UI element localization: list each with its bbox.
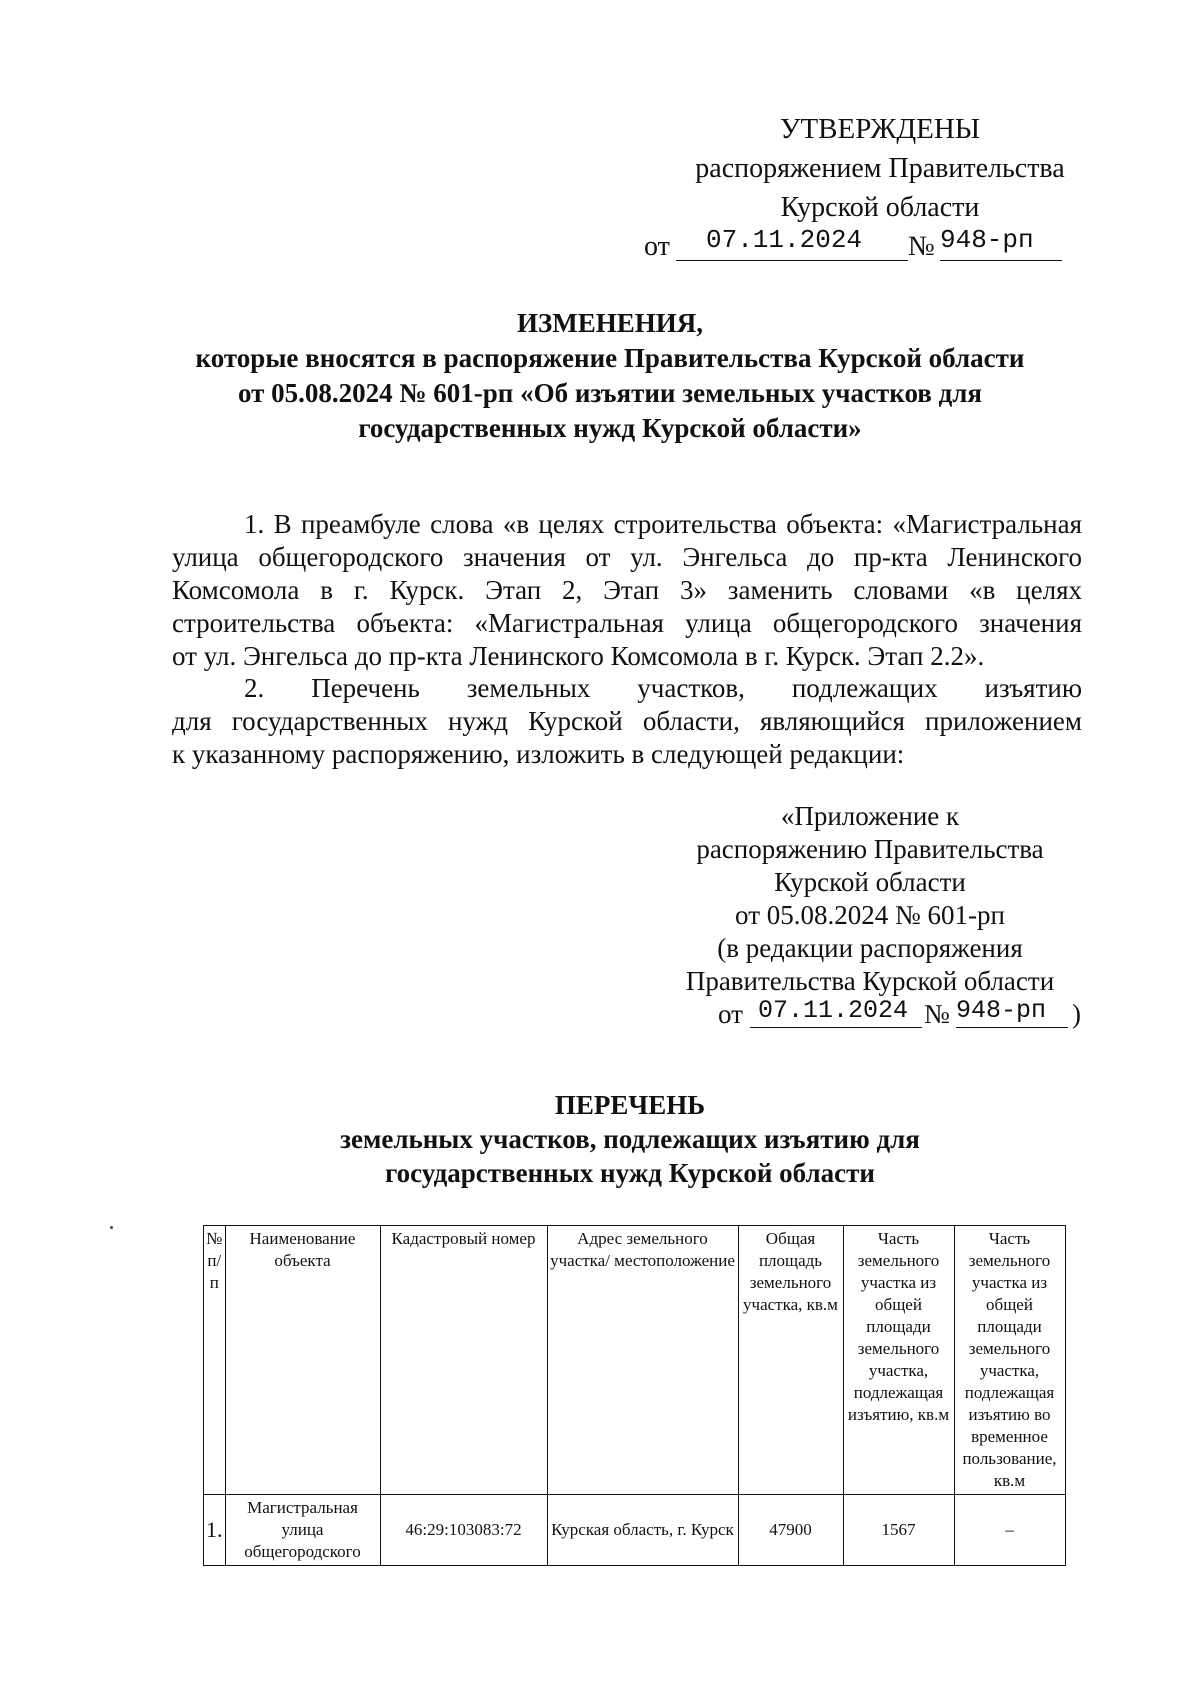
header-num: № п/п — [204, 1226, 226, 1495]
cell-part-temp: – — [954, 1495, 1065, 1566]
paragraph-1-line-2: улица общегородского значения от ул. Энгельса до пр-кта Ленинского — [172, 542, 1082, 572]
approval-date: 07.11.2024 — [676, 221, 908, 261]
approval-from-label: от — [644, 231, 670, 262]
list-title-line-1: ПЕРЕЧЕНЬ — [554, 1090, 706, 1120]
appendix-line-5: (в редакции распоряжения — [717, 933, 1023, 963]
appendix-number-label: № — [924, 999, 950, 1029]
paragraph-1-line-5: от ул. Энгельса до пр-кта Ленинского Комсомола в г. Курск. Этап 2.2». — [172, 641, 985, 671]
appendix-line-3: Курской области — [774, 867, 966, 897]
table-row — [204, 1495, 1066, 1566]
cell-num: 1. — [204, 1495, 226, 1566]
appendix-block — [640, 800, 1100, 1032]
appendix-line-2: распоряжению Правительства — [696, 834, 1044, 864]
appendix-close-paren: ) — [1072, 999, 1081, 1029]
parcels-table — [203, 1225, 1066, 1566]
paragraph-2-line-3: к указанному распоряжению, изложить в следующей редакции: — [172, 739, 905, 769]
heading-line-3: от 05.08.2024 № 601-рп «Об изъятии земельных участков для — [237, 378, 983, 408]
appendix-line-1: «Приложение к — [780, 801, 960, 831]
cell-part-seized: 1567 — [843, 1495, 954, 1566]
list-title-line-3: государственных нужд Курской области — [385, 1158, 875, 1188]
appendix-from-label: от — [718, 999, 743, 1029]
appendix-dateline — [640, 998, 1100, 1032]
paragraph-1 — [172, 508, 1082, 673]
appendix-date: 07.11.2024 — [750, 994, 922, 1028]
approval-line-1: распоряжением Правительства — [695, 153, 1065, 184]
changes-heading — [150, 306, 1070, 446]
header-total-area: Общая площадь земельного участка, кв.м — [738, 1226, 843, 1495]
header-part-seized: Часть земельного участка из общей площади земельного участка, подлежащая изъятию, кв.м — [843, 1226, 954, 1495]
paragraph-1-line-3: Комсомола в г. Курск. Этап 2, Этап 3» заменить словами «в целях — [172, 575, 1082, 605]
list-title — [200, 1088, 1060, 1190]
approval-number: 948-рп — [940, 221, 1062, 261]
cell-total-area: 47900 — [738, 1495, 843, 1566]
scan-speck — [110, 1226, 113, 1229]
heading-line-1: ИЗМЕНЕНИЯ, — [516, 308, 703, 338]
cell-cadastral: 46:29:103083:72 — [380, 1495, 547, 1566]
appendix-line-6: Правительства Курской области — [685, 966, 1055, 996]
list-title-line-2: земельных участков, подлежащих изъятию для — [340, 1124, 920, 1154]
approval-number-label: № — [908, 231, 935, 262]
header-address: Адрес земельного участка/ местоположение — [547, 1226, 738, 1495]
header-cadastral: Кадастровый номер — [380, 1226, 547, 1495]
header-part-temp: Часть земельного участка из общей площади земельного участка, подлежащая изъятию во временное пользование, кв.м — [954, 1226, 1065, 1495]
appendix-line-4: от 05.08.2024 № 601-рп — [735, 900, 1005, 930]
paragraph-1-line-4: строительства объекта: «Магистральная улица общегородского значения — [172, 608, 1082, 638]
cell-address: Курская область, г. Курск — [547, 1495, 738, 1566]
heading-line-4: государственных нужд Курской области» — [358, 413, 862, 443]
paragraph-2-line-2: для государственных нужд Курской области, являющийся приложением — [172, 706, 1082, 736]
appendix-number: 948-рп — [956, 994, 1068, 1028]
approval-dateline — [644, 225, 1080, 267]
paragraph-2-line-1: 2. Перечень земельных участков, подлежащих изъятию — [244, 673, 1082, 703]
approval-line-2: Курской области — [780, 192, 980, 223]
header-name: Наименование объекта — [225, 1226, 380, 1495]
approval-title: УТВЕРЖДЕНЫ — [779, 113, 981, 145]
cell-name: Магистральная улица общегородского — [225, 1495, 380, 1566]
heading-line-2: которые вносятся в распоряжение Правительства Курской области — [195, 343, 1025, 373]
approval-block — [644, 110, 1080, 267]
paragraph-1-line-1: 1. В преамбуле слова «в целях строительства объекта: «Магистральная — [244, 509, 1082, 539]
table-header-row — [204, 1226, 1066, 1495]
paragraph-2 — [172, 672, 1082, 771]
